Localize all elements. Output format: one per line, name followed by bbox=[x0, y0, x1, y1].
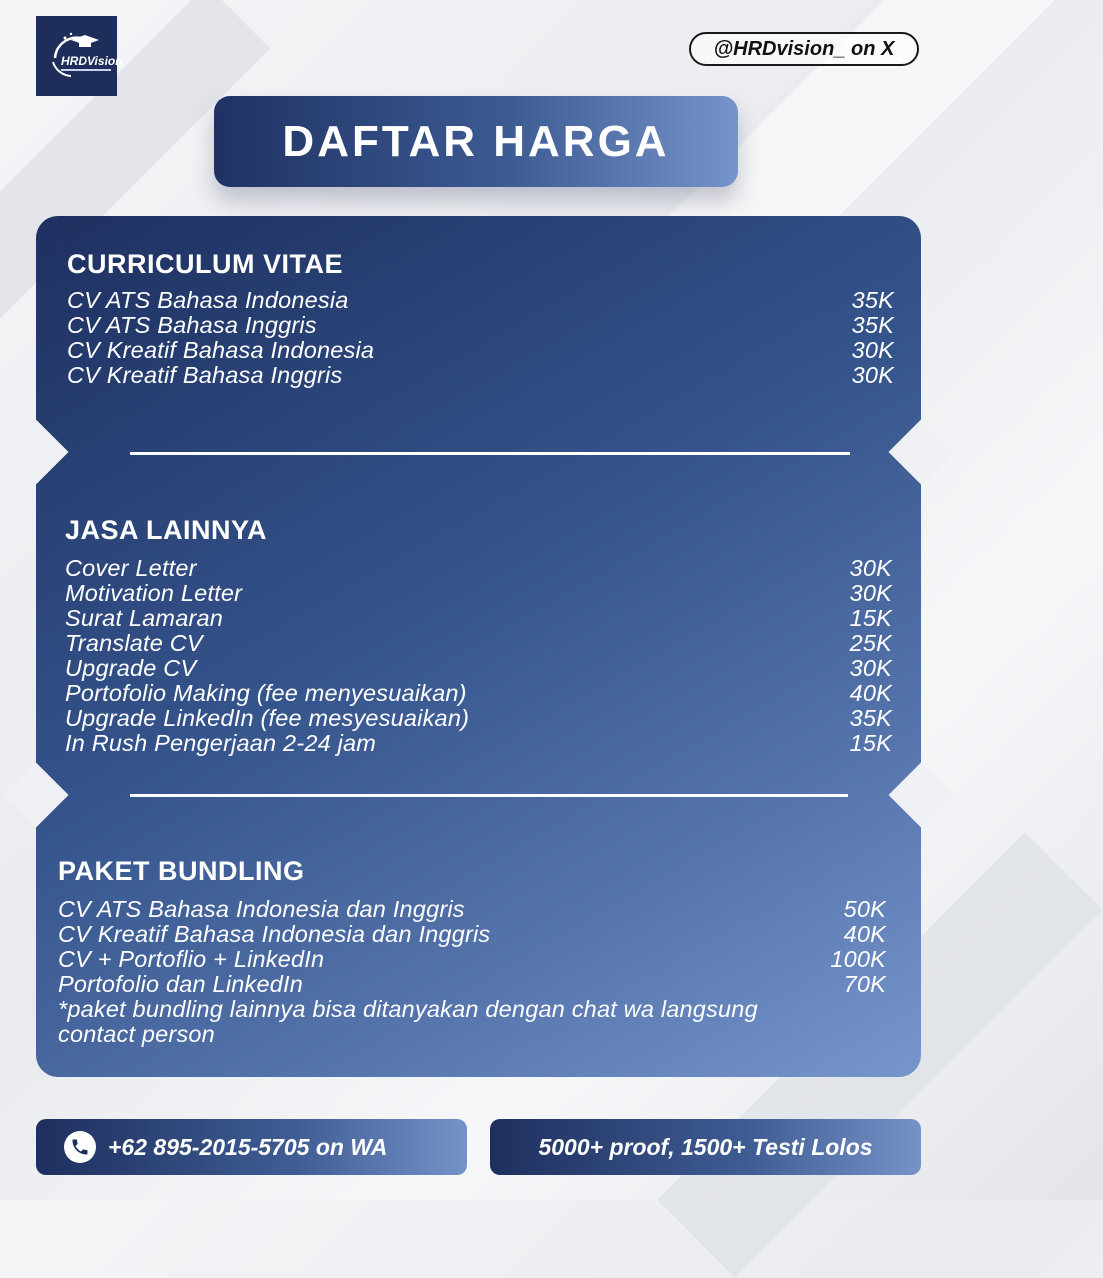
service-price: 100K bbox=[830, 946, 886, 972]
service-name: Cover Letter bbox=[65, 555, 197, 581]
price-row bbox=[58, 947, 886, 972]
service-name: Portofolio dan LinkedIn bbox=[58, 971, 303, 997]
service-price: 70K bbox=[843, 971, 886, 997]
section-jasa-lainnya bbox=[65, 512, 892, 756]
price-row bbox=[65, 581, 892, 606]
price-list bbox=[65, 556, 892, 756]
service-price: 30K bbox=[849, 580, 892, 606]
page-title: DAFTAR HARGA bbox=[282, 116, 670, 166]
price-row bbox=[65, 606, 892, 631]
proof-text: 5000+ proof, 1500+ Testi Lolos bbox=[538, 1133, 873, 1160]
service-price: 30K bbox=[851, 362, 894, 388]
service-price: 30K bbox=[849, 555, 892, 581]
phone-icon bbox=[64, 1131, 96, 1163]
price-row bbox=[65, 631, 892, 656]
price-row bbox=[58, 922, 886, 947]
service-name: CV Kreatif Bahasa Inggris bbox=[67, 362, 343, 388]
section-title: CURRICULUM VITAE bbox=[67, 249, 343, 279]
svg-text:HRDVision: HRDVision bbox=[60, 54, 123, 68]
price-row bbox=[58, 972, 886, 997]
price-row bbox=[65, 706, 892, 731]
service-price: 35K bbox=[851, 312, 894, 338]
price-list bbox=[67, 288, 894, 388]
bundling-note: *paket bundling lainnya bisa ditanyakan dengan chat wa langsung contact person bbox=[58, 996, 758, 1047]
hrdvision-logo-icon bbox=[41, 28, 123, 84]
service-name: CV Kreatif Bahasa Indonesia bbox=[67, 337, 375, 363]
price-row bbox=[67, 338, 894, 363]
service-price: 30K bbox=[849, 655, 892, 681]
service-name: Motivation Letter bbox=[65, 580, 243, 606]
price-row bbox=[67, 313, 894, 338]
price-row bbox=[65, 656, 892, 681]
section-divider bbox=[130, 452, 850, 455]
service-price: 30K bbox=[851, 337, 894, 363]
price-list bbox=[58, 897, 886, 1047]
proof-badge bbox=[490, 1119, 921, 1175]
price-row bbox=[67, 288, 894, 313]
service-price: 25K bbox=[849, 630, 892, 656]
section-paket-bundling bbox=[58, 853, 886, 1047]
service-name: Surat Lamaran bbox=[65, 605, 224, 631]
service-price: 40K bbox=[843, 921, 886, 947]
service-price: 15K bbox=[849, 730, 892, 756]
brand-logo bbox=[36, 16, 123, 96]
social-handle-badge[interactable] bbox=[689, 32, 919, 66]
price-row bbox=[65, 556, 892, 581]
title-banner bbox=[214, 96, 738, 187]
service-name: In Rush Pengerjaan 2-24 jam bbox=[65, 730, 377, 756]
whatsapp-contact-button[interactable] bbox=[36, 1119, 467, 1175]
section-title: JASA LAINNYA bbox=[65, 515, 268, 545]
service-price: 15K bbox=[849, 605, 892, 631]
section-title: PAKET BUNDLING bbox=[58, 856, 305, 886]
price-row bbox=[67, 363, 894, 388]
service-price: 35K bbox=[849, 705, 892, 731]
service-name: CV Kreatif Bahasa Indonesia dan Inggris bbox=[58, 921, 491, 947]
price-row bbox=[65, 731, 892, 756]
price-row bbox=[65, 681, 892, 706]
price-row bbox=[58, 897, 886, 922]
service-name: CV ATS Bahasa Inggris bbox=[67, 312, 317, 338]
social-handle-text: @HRDvision_ on X bbox=[713, 37, 895, 60]
service-price: 40K bbox=[849, 680, 892, 706]
service-name: CV ATS Bahasa Indonesia dan Inggris bbox=[58, 896, 465, 922]
section-curriculum-vitae bbox=[67, 246, 894, 388]
service-name: Translate CV bbox=[65, 630, 203, 656]
service-name: CV + Portoflio + LinkedIn bbox=[58, 946, 325, 972]
service-name: Upgrade LinkedIn (fee mesyesuaikan) bbox=[65, 705, 470, 731]
service-name: CV ATS Bahasa Indonesia bbox=[67, 287, 349, 313]
whatsapp-number: +62 895-2015-5705 on WA bbox=[108, 1133, 388, 1160]
service-price: 50K bbox=[843, 896, 886, 922]
service-price: 35K bbox=[851, 287, 894, 313]
service-name: Portofolio Making (fee menyesuaikan) bbox=[65, 680, 467, 706]
service-name: Upgrade CV bbox=[65, 655, 197, 681]
section-divider bbox=[130, 794, 848, 797]
